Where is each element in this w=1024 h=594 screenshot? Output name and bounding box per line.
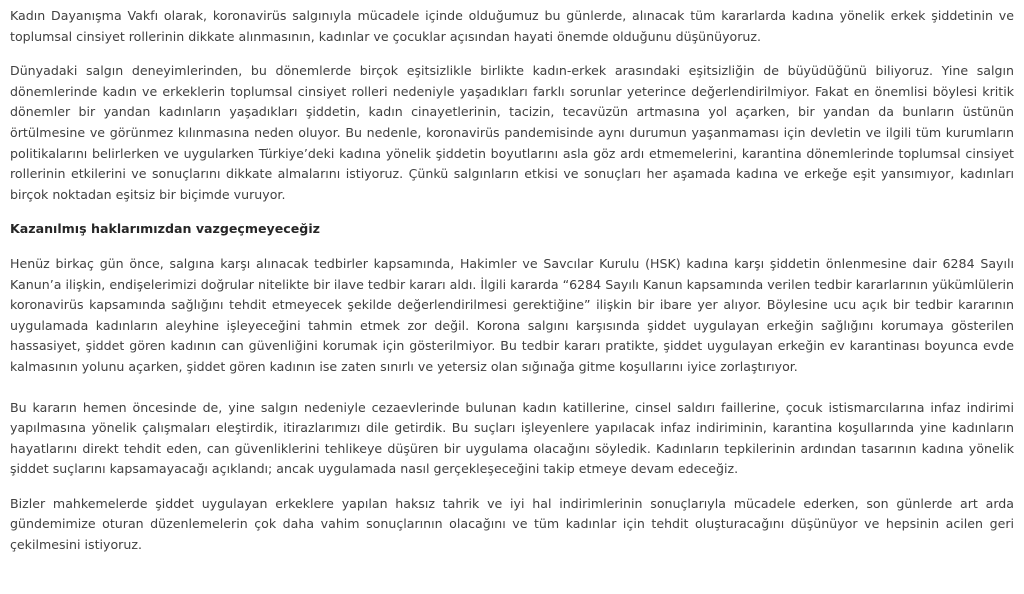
section-heading: Kazanılmış haklarımızdan vazgeçmeyeceğiz [10,221,320,237]
paragraph-hsk-decision: Henüz birkaç gün önce, salgına karşı alınacak tedbirler kapsamında, Hakimler ve Savcılar Kurulu (HSK) kadına karşı şiddetin önlenmesine dair 6284 Sayılı Kanun’a ilişkin, endişelerimizi doğrular nitelikte bir ilave tedbir kararı aldı. İlgili kararda “6284 Sayılı Kanun kapsamında verilen tedbir kararlarının yükümlülerin koronavirüs kapsamında sağlığını tehdit etmeyecek şekilde değerlendirilmesi gerektiğine” ilişkin bir ibare yer alıyor. Böylesine ucu açık bir tedbir kararının uygulamada kadınların aleyhine işleyeceğini tahmin etmek zor değil. Korona salgını karşısında şiddet uygulayan erkeğin sağlığını korumaya gösterilen hassasiyet, şiddet gören kadının can güvenliğini korumak için gösterilmiyor. Bu tedbir kararı pratikte, şiddet uygulayan erkeğin ev karantinası boyunca evde kalmasının yolunu açarken, şiddet gören kadının ise zaten sınırlı ve yetersiz olan sığınağa gitme koşullarını iyice zorlaştırıyor. [10,255,1014,374]
paragraph-conclusion: Bizler mahkemelerde şiddet uygulayan erkeklere yapılan haksız tahrik ve iyi hal indirimlerinin sonuçlarıyla mücadele ederken, son günlerde art arda gündemimize oturan düzenlemelerin çok daha vahim sonuçlarının olacağını ve tüm kadınlar için tehdit oluşturacağını düşünüyor ve hepsinin acilen geri çekilmesini istiyoruz. [10,495,1014,553]
paragraph-sentence-reduction: Bu kararın hemen öncesinde de, yine salgın nedeniyle cezaevlerinde bulunan kadın katillerine, cinsel saldırı faillerine, çocuk istismarcılarına infaz indirimi yapılmasına yönelik çalışmaları eleştirdik, itirazlarımızı dile getirdik. Bu suçları işleyenlere yapılacak infaz indiriminin, karantina koşullarında yine kadınların hayatlarını direkt tehdit eden, can güvenliklerini tehlikeye düşüren bir uygulama olacağını söyledik. Kadınların tepkilerinin ardından tasarının kadına yönelik şiddet suçlarını kapsamayacağı açıklandı; ancak uygulamada nasıl gerçekleşeceğini takip etmeye devam edeceğiz. [10,399,1014,477]
paragraph-pandemic-inequality: Dünyadaki salgın deneyimlerinden, bu dönemlerde birçok eşitsizlikle birlikte kadın-erkek arasındaki eşitsizliğin de büyüdüğünü biliyoruz. Yine salgın dönemlerinde kadın ve erkeklerin toplumsal cinsiyet rolleri nedeniyle yaşadıkları farklı sorunlar yeterince değerlendirilmiyor. Fakat en önemlisi böylesi kritik dönemler bir yandan kadınların yaşadıkları şiddetin, kadın cinayetlerinin, tacizin, tecavüzün artmasına yol açarken, bir yandan da bunların üstünün örtülmesine ve görünmez kılınmasına neden oluyor. Bu nedenle, koronavirüs pandemisinde aynı durumun yaşanmaması için devletin ve ilgili tüm kurumların politikalarını belirlerken ve uygularken Türkiye’deki kadına yönelik şiddetin boyutlarını asla göz ardı etmemelerini, karantina dönemlerinde toplumsal cinsiyet rollerinin etkilerini ve sonuçlarını dikkate almalarını istiyoruz. Çünkü salgınların etkisi ve sonuçları her aşamada kadına ve erkeğe eşit yansımıyor, kadınları birçok noktadan eşitsiz bir biçimde vuruyor. [10,63,1014,202]
paragraph-intro: Kadın Dayanışma Vakfı olarak, koronavirüs salgınıyla mücadele içinde olduğumuz bu günlerde, alınacak tüm kararlarda kadına yönelik erkek şiddetinin ve toplumsal cinsiyet rollerinin dikkate alınmasının, kadınlar ve çocuklar açısından hayati önemde olduğunu düşünüyoruz. [10,8,1014,44]
